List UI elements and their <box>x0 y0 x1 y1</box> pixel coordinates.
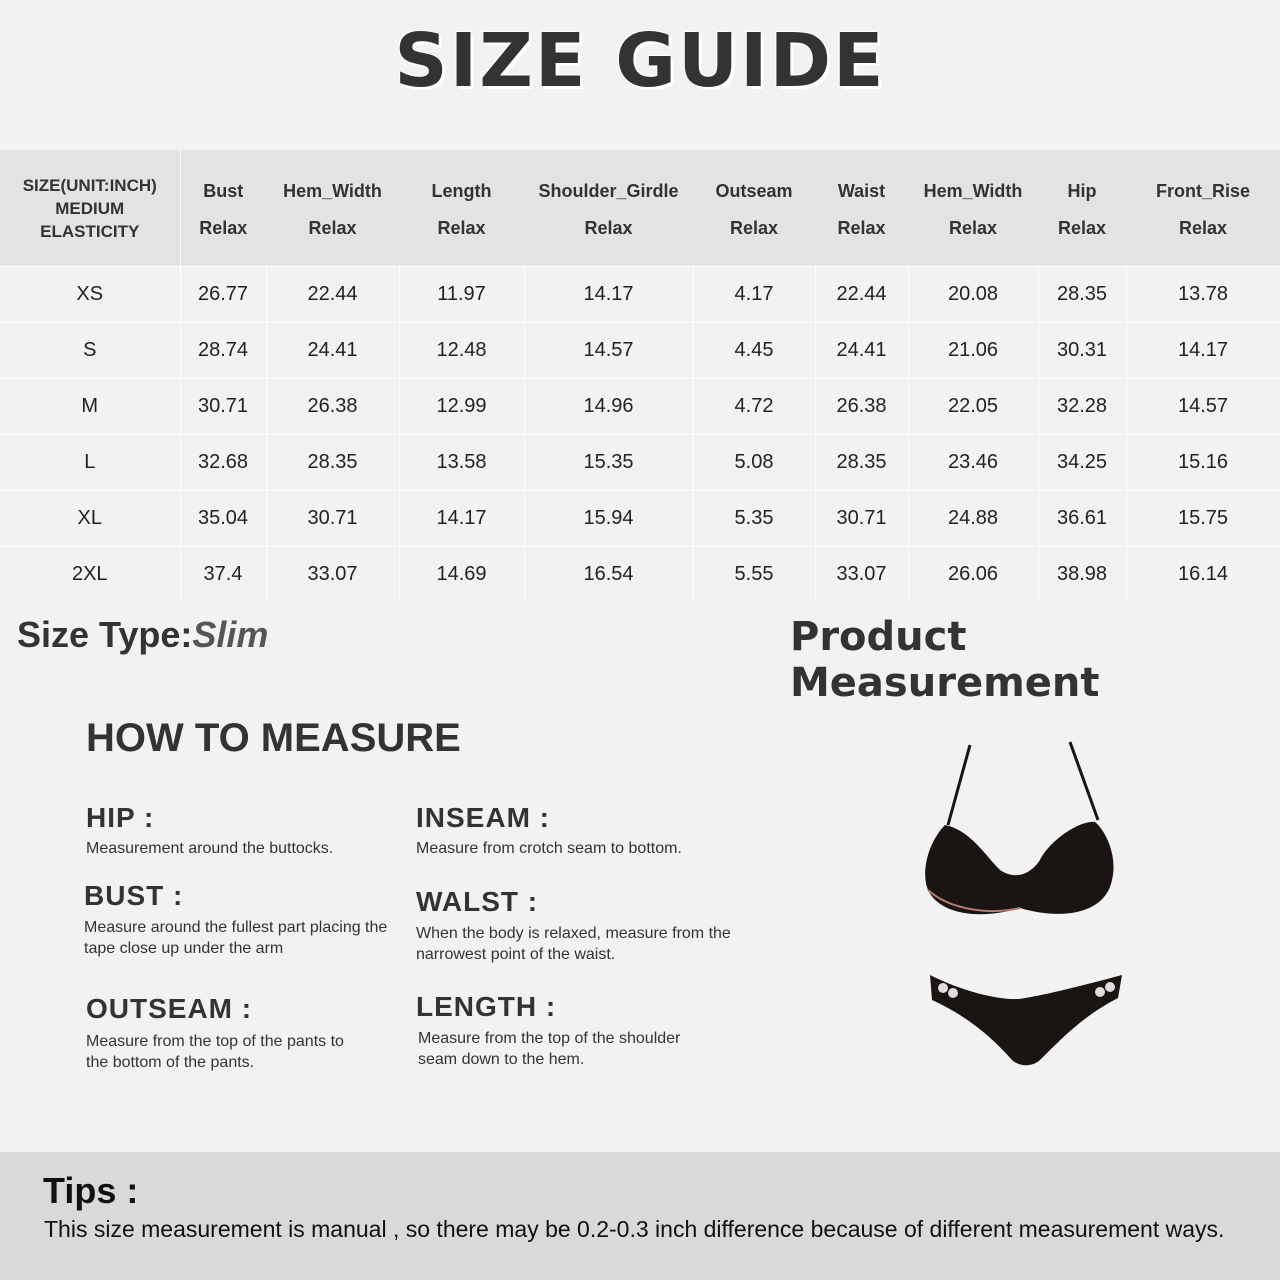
column-header: Outseam <box>693 150 815 208</box>
value-cell: 14.96 <box>524 379 693 435</box>
column-subheader: Relax <box>266 208 399 267</box>
value-cell: 28.74 <box>180 323 266 379</box>
value-cell: 26.06 <box>908 547 1038 603</box>
value-cell: 14.17 <box>1126 323 1280 379</box>
column-subheader: Relax <box>815 208 908 267</box>
hip-heading: HIP : <box>86 802 155 833</box>
value-cell: 21.06 <box>908 323 1038 379</box>
size-cell: 2XL <box>0 547 180 603</box>
value-cell: 14.17 <box>524 267 693 323</box>
column-header: Hip <box>1038 150 1126 208</box>
value-cell: 37.4 <box>180 547 266 603</box>
value-cell: 32.28 <box>1038 379 1126 435</box>
value-cell: 15.35 <box>524 435 693 491</box>
value-cell: 5.55 <box>693 547 815 603</box>
column-header: Length <box>399 150 524 208</box>
value-cell: 22.05 <box>908 379 1038 435</box>
table-row <box>0 547 1280 603</box>
value-cell: 33.07 <box>815 547 908 603</box>
size-cell: M <box>0 379 180 435</box>
bikini-bottom <box>930 975 1122 1065</box>
column-header: Waist <box>815 150 908 208</box>
value-cell: 15.75 <box>1126 491 1280 547</box>
inseam-heading: INSEAM : <box>416 802 550 833</box>
bikini-top <box>925 742 1113 914</box>
column-subheader: Relax <box>399 208 524 267</box>
value-cell: 28.35 <box>1038 267 1126 323</box>
how-to-measure-title: HOW TO MEASURE <box>86 716 461 760</box>
value-cell: 34.25 <box>1038 435 1126 491</box>
tips-bar <box>0 1152 1280 1280</box>
value-cell: 24.41 <box>266 323 399 379</box>
value-cell: 14.57 <box>1126 379 1280 435</box>
value-cell: 28.35 <box>815 435 908 491</box>
table-row <box>0 491 1280 547</box>
column-subheader: Relax <box>1126 208 1280 267</box>
column-subheader: Relax <box>908 208 1038 267</box>
page-title: SIZE GUIDE <box>394 18 886 104</box>
size-type-value: Slim <box>192 614 269 655</box>
value-cell: 13.78 <box>1126 267 1280 323</box>
column-subheader: Relax <box>180 208 266 267</box>
value-cell: 24.41 <box>815 323 908 379</box>
value-cell: 38.98 <box>1038 547 1126 603</box>
size-cell: XL <box>0 491 180 547</box>
value-cell: 13.58 <box>399 435 524 491</box>
value-cell: 14.69 <box>399 547 524 603</box>
value-cell: 35.04 <box>180 491 266 547</box>
column-header: Shoulder_Girdle <box>524 150 693 208</box>
value-cell: 30.71 <box>266 491 399 547</box>
column-header: Bust <box>180 150 266 208</box>
value-cell: 26.38 <box>815 379 908 435</box>
value-cell: 33.07 <box>266 547 399 603</box>
value-cell: 22.44 <box>815 267 908 323</box>
bikini-illustration <box>900 730 1140 1080</box>
value-cell: 36.61 <box>1038 491 1126 547</box>
value-cell: 11.97 <box>399 267 524 323</box>
size-type-label: Size Type: <box>17 614 193 655</box>
value-cell: 22.44 <box>266 267 399 323</box>
size-cell: L <box>0 435 180 491</box>
column-subheader: Relax <box>693 208 815 267</box>
corner-line: MEDIUM <box>55 198 125 218</box>
value-cell: 26.77 <box>180 267 266 323</box>
value-cell: 12.48 <box>399 323 524 379</box>
corner-line: SIZE(UNIT:INCH) <box>22 175 157 195</box>
table-body <box>0 267 1280 603</box>
value-cell: 15.16 <box>1126 435 1280 491</box>
outseam-description: Measure from the top of the pants to the bottom of the pants. <box>86 1033 344 1071</box>
value-cell: 26.38 <box>266 379 399 435</box>
inseam-description: Measure from crotch seam to bottom. <box>416 840 682 857</box>
value-cell: 5.08 <box>693 435 815 491</box>
bust-heading: BUST : <box>84 880 184 911</box>
length-heading: LENGTH : <box>416 991 557 1022</box>
value-cell: 23.46 <box>908 435 1038 491</box>
column-header: Hem_Width <box>266 150 399 208</box>
value-cell: 30.71 <box>180 379 266 435</box>
column-header: Front_Rise <box>1126 150 1280 208</box>
outseam-heading: OUTSEAM : <box>86 993 253 1024</box>
size-cell: XS <box>0 267 180 323</box>
value-cell: 5.35 <box>693 491 815 547</box>
value-cell: 20.08 <box>908 267 1038 323</box>
tips-text: This size measurement is manual , so there may be 0.2-0.3 inch difference because of different measurement ways. <box>44 1216 1225 1242</box>
tips-title: Tips : <box>43 1170 139 1211</box>
size-type <box>17 614 268 656</box>
value-cell: 28.35 <box>266 435 399 491</box>
column-header: Hem_Width <box>908 150 1038 208</box>
value-cell: 24.88 <box>908 491 1038 547</box>
size-cell: S <box>0 323 180 379</box>
table-row <box>0 323 1280 379</box>
table-row <box>0 379 1280 435</box>
column-subheader: Relax <box>524 208 693 267</box>
value-cell: 14.57 <box>524 323 693 379</box>
table-row <box>0 267 1280 323</box>
hip-description: Measurement around the buttocks. <box>86 840 334 857</box>
column-subheader: Relax <box>1038 208 1126 267</box>
product-measurement-heading: Product Measurement <box>790 614 1100 706</box>
value-cell: 16.54 <box>524 547 693 603</box>
value-cell: 4.72 <box>693 379 815 435</box>
value-cell: 16.14 <box>1126 547 1280 603</box>
value-cell: 14.17 <box>399 491 524 547</box>
value-cell: 12.99 <box>399 379 524 435</box>
table-corner-header <box>0 150 180 267</box>
waist-heading: WALST : <box>416 886 539 917</box>
size-table <box>0 150 1280 602</box>
waist-description: When the body is relaxed, measure from the narrowest point of the waist. <box>416 925 731 963</box>
length-description: Measure from the top of the shoulder seam down to the hem. <box>418 1030 681 1068</box>
value-cell: 32.68 <box>180 435 266 491</box>
bust-description: Measure around the fullest part placing the tape close up under the arm <box>84 919 388 957</box>
value-cell: 4.45 <box>693 323 815 379</box>
value-cell: 30.71 <box>815 491 908 547</box>
corner-line: ELASTICITY <box>40 221 140 241</box>
value-cell: 15.94 <box>524 491 693 547</box>
value-cell: 4.17 <box>693 267 815 323</box>
table-row <box>0 435 1280 491</box>
value-cell: 30.31 <box>1038 323 1126 379</box>
